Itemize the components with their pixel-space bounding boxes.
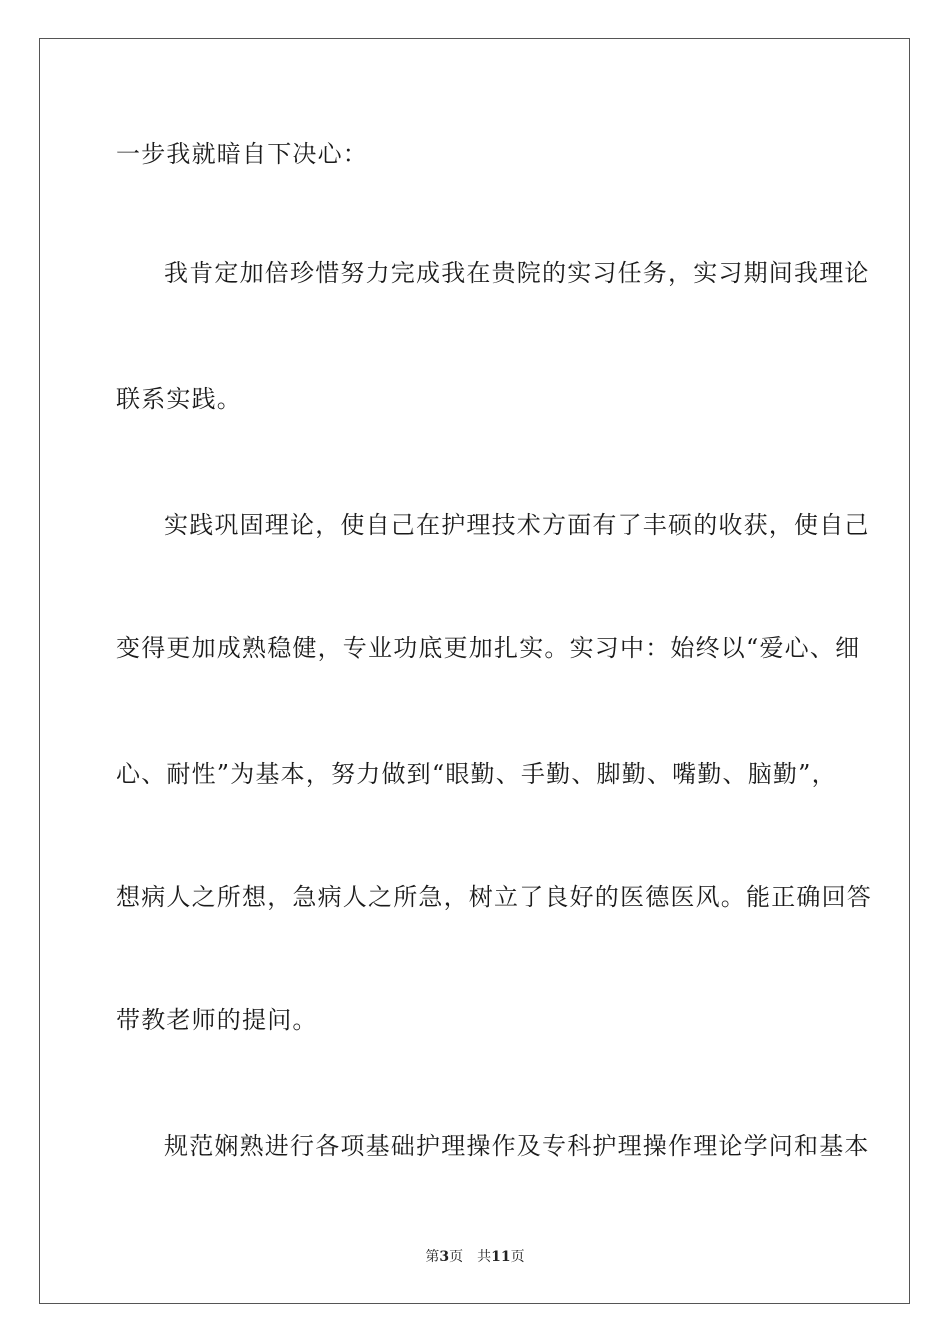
footer-total-prefix: 共 xyxy=(477,1249,492,1265)
text-line-3: 联系实践。 xyxy=(116,385,242,413)
page-footer xyxy=(0,1248,950,1266)
text-line-7: 想病人之所想，急病人之所急，树立了良好的医德医风。能正确回答 xyxy=(116,883,872,911)
text-line-8: 带教老师的提问。 xyxy=(116,1006,318,1034)
footer-page-suffix: 页 xyxy=(449,1249,464,1265)
text-line-6: 心、耐性”为基本，努力做到“眼勤、手勤、脚勤、嘴勤、脑勤”， xyxy=(116,760,837,788)
text-line-1: 一步我就暗自下决心： xyxy=(116,140,368,168)
footer-page-prefix: 第 xyxy=(425,1249,440,1265)
footer-page-number: 3 xyxy=(439,1249,450,1265)
footer-total-suffix: 页 xyxy=(510,1249,525,1265)
text-line-2: 我肯定加倍珍惜努力完成我在贵院的实习任务，实习期间我理论 xyxy=(164,259,870,287)
footer-total-pages: 11 xyxy=(491,1249,511,1265)
page-border xyxy=(39,38,910,1304)
text-line-4: 实践巩固理论，使自己在护理技术方面有了丰硕的收获，使自己 xyxy=(164,511,870,539)
text-line-5: 变得更加成熟稳健，专业功底更加扎实。实习中：始终以“爱心、细 xyxy=(116,634,861,662)
text-line-9: 规范娴熟进行各项基础护理操作及专科护理操作理论学问和基本 xyxy=(164,1132,870,1160)
